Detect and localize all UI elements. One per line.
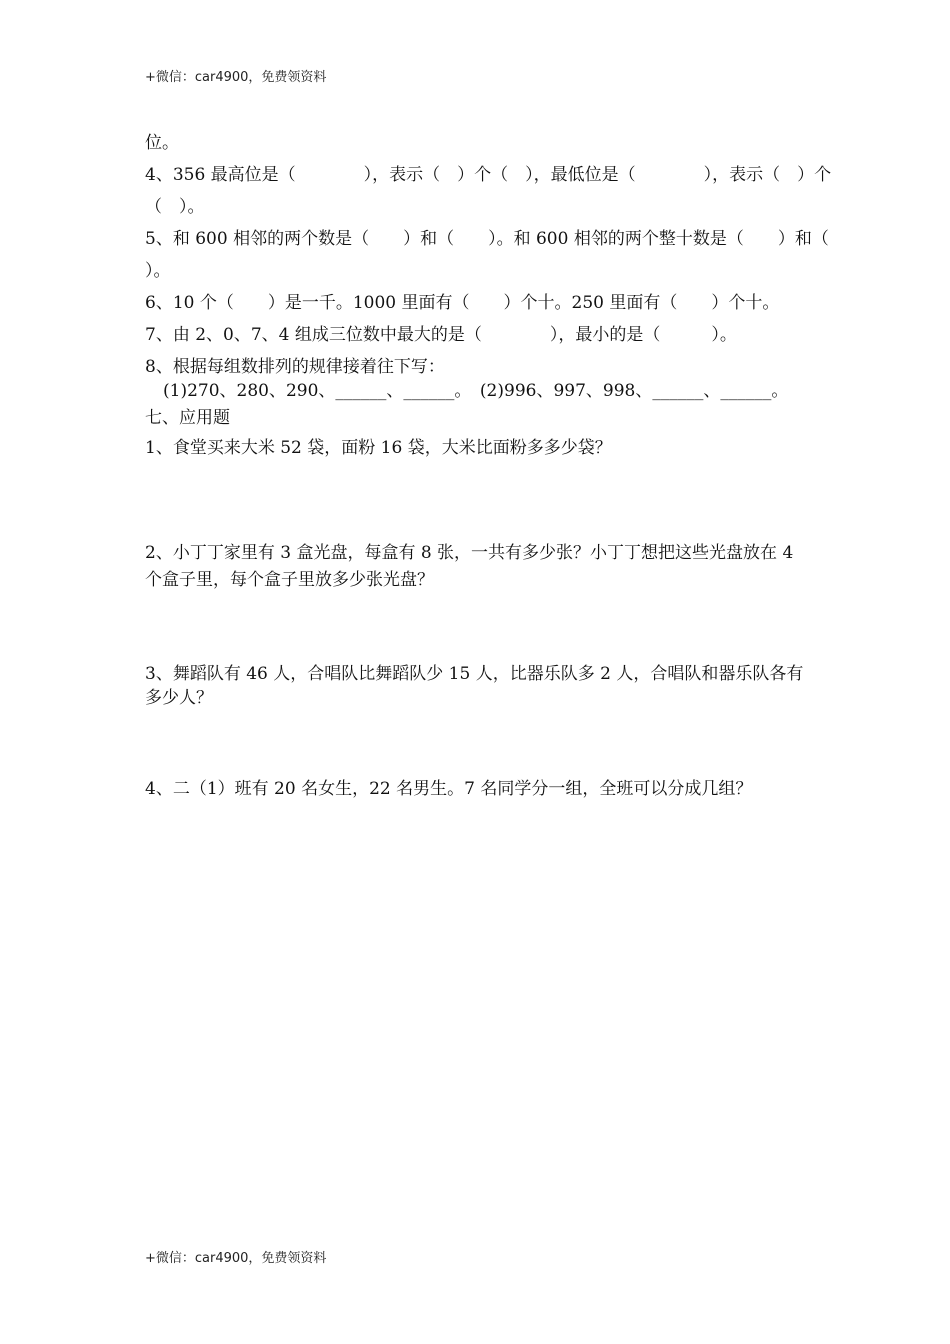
word-problem-4: 4、二（1）班有 20 名女生，22 名男生。7 名同学分一组，全班可以分成几组？ (145, 779, 753, 799)
section-7-title: 七、应用题 (145, 408, 230, 428)
fill-in-line-continuation: 位。 (145, 133, 179, 153)
word-problem-2: 2、小丁丁家里有 3 盒光盘，每盒有 8 张，一共有多少张？小丁丁想把这些光盘放在 4 个盒子里，每个盒子里放多少张光盘？ (145, 543, 794, 590)
question-5-line-1: 5、和 600 相邻的两个数是（ ）和（ ）。和 600 相邻的两个整十数是（ ）和（ (145, 229, 829, 249)
question-8-sequences: (1)270、280、290、______、______。 (2)996、997、998、______、______。 (163, 381, 789, 401)
question-4-line-1: 4、356 最高位是（ ），表示（ ）个（ ），最低位是（ ），表示（ ）个 (145, 165, 832, 185)
question-7: 7、由 2、0、7、4 组成三位数中最大的是（ ），最小的是（ ）。 (145, 325, 737, 345)
word-problem-3: 3、舞蹈队有 46 人，合唱队比舞蹈队少 15 人，比器乐队多 2 人，合唱队和器乐队各有多少人？ (145, 664, 804, 708)
question-5-line-2: ）。 (145, 261, 171, 281)
word-problem-1: 1、食堂买来大米 52 袋，面粉 16 袋，大米比面粉多多少袋？ (145, 438, 612, 458)
question-8: 8、根据每组数排列的规律接着往下写： (145, 357, 445, 377)
question-4-line-2: （ ）。 (145, 197, 205, 217)
page-footer: +微信：car4900，免费领资料 (145, 1251, 327, 1266)
question-6: 6、10 个（ ）是一千。1000 里面有（ ）个十。250 里面有（ ）个十。 (145, 293, 780, 313)
page-header: +微信：car4900，免费领资料 (145, 70, 327, 85)
